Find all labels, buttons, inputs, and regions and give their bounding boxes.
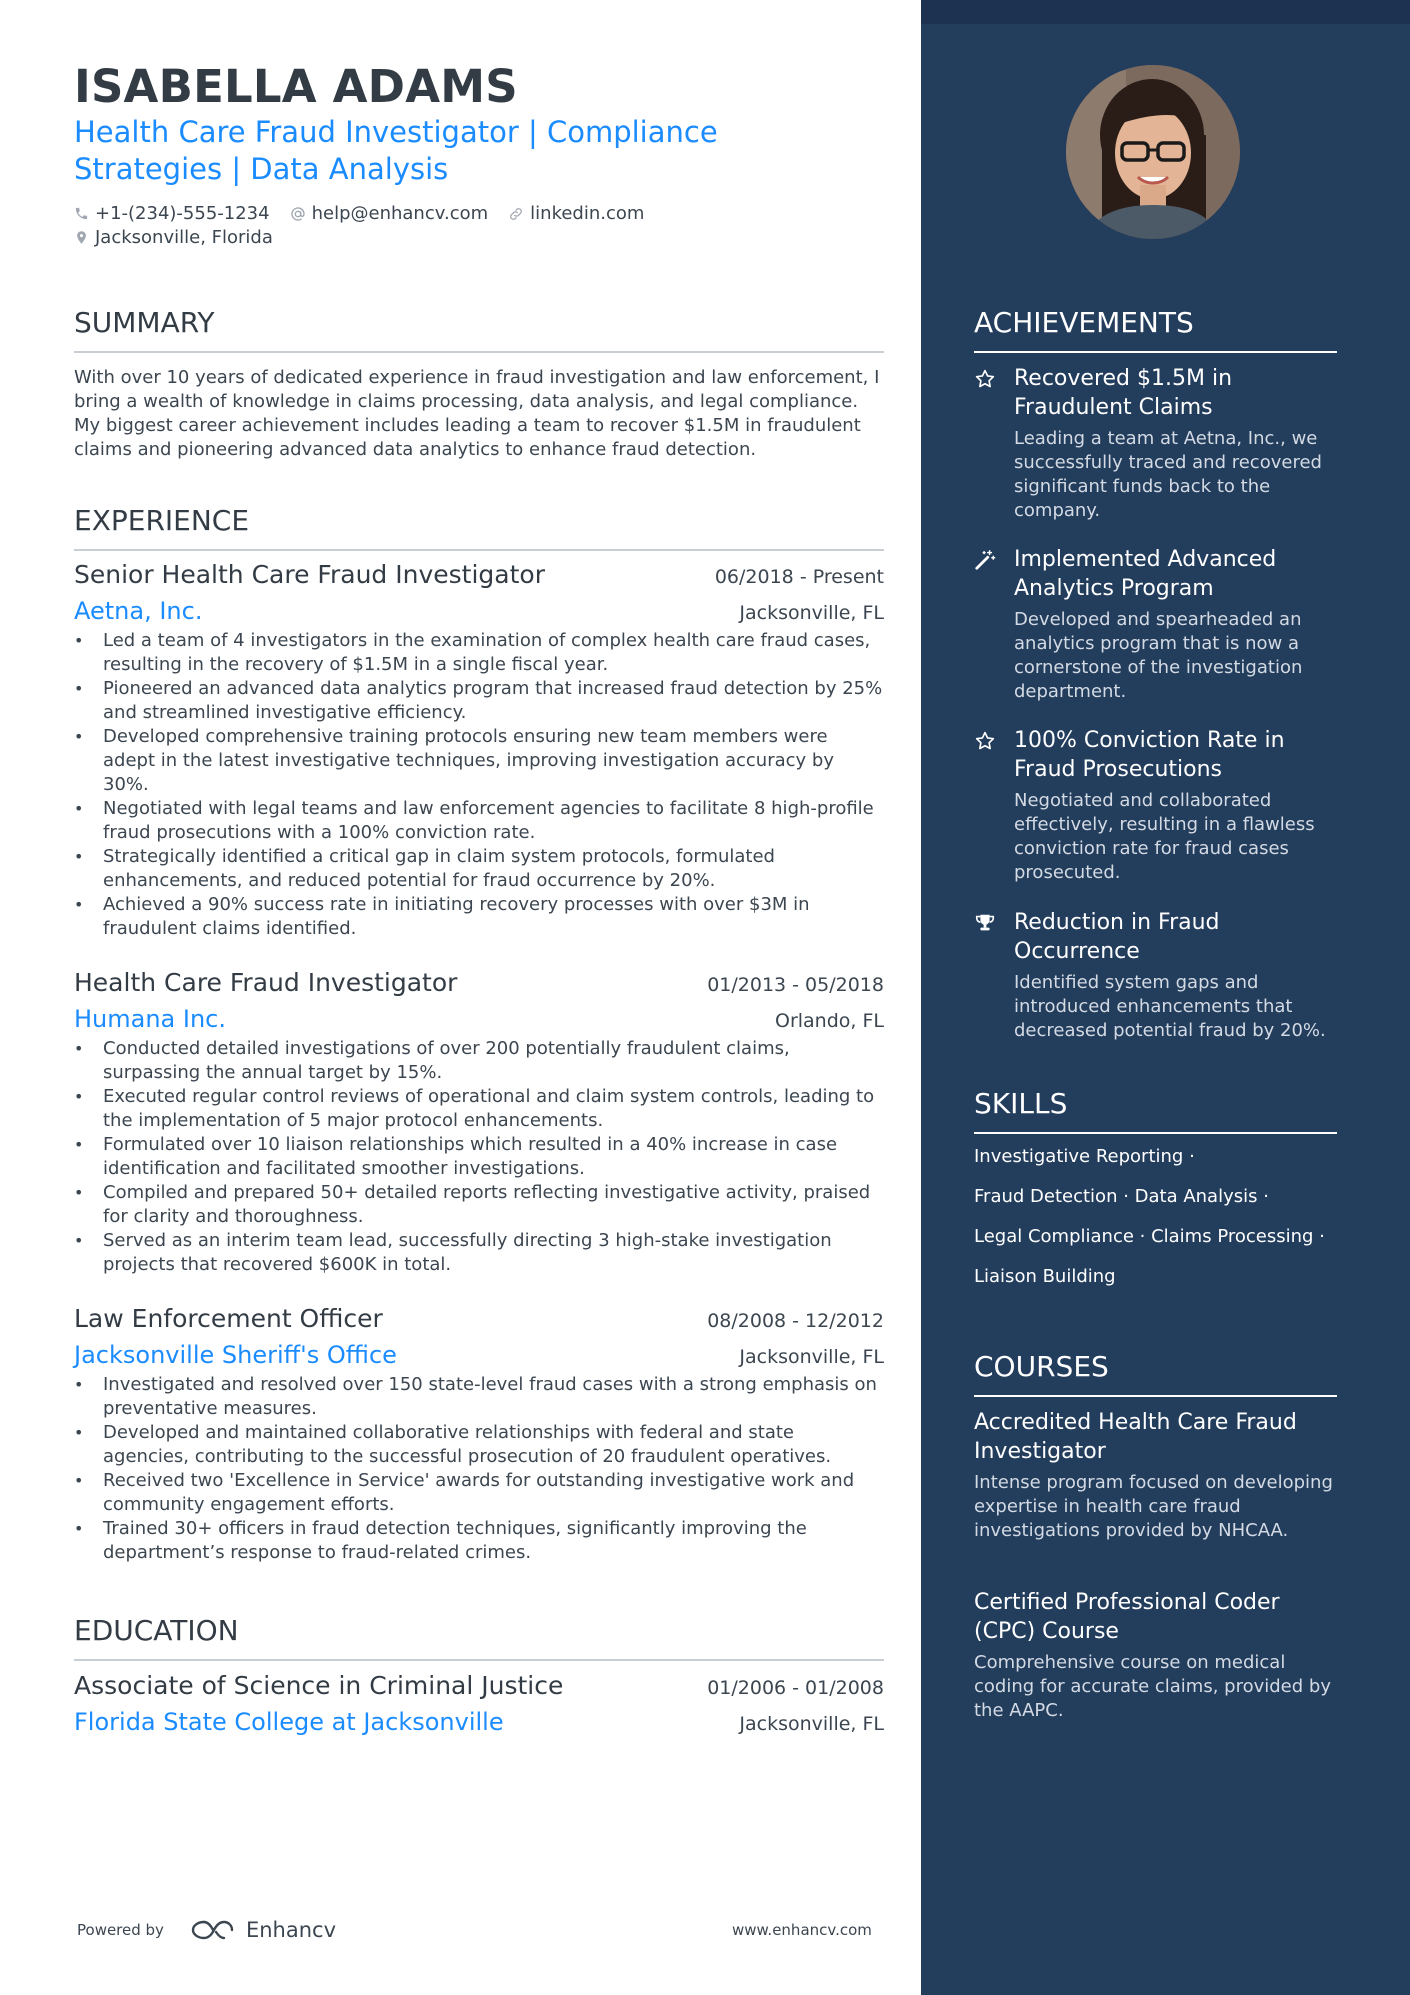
- bullet: • Executed regular control reviews of operational and claim system controls, leading to the implementation of 5 major protocol enhancements.: [74, 1085, 884, 1133]
- bullet: • Received two 'Excellence in Service' awards for outstanding investigative work and community engagement efforts.: [74, 1469, 884, 1517]
- magic-wand-icon: [974, 549, 996, 571]
- headline-line-2: Strategies | Data Analysis: [74, 152, 449, 186]
- job-bullets: [74, 629, 884, 941]
- skills-line: Legal Compliance · Claims Processing ·: [974, 1226, 1325, 1247]
- location-pin-icon: [74, 229, 89, 246]
- footer-powered-by: [77, 1918, 336, 1942]
- skills-line: Liaison Building: [974, 1266, 1116, 1287]
- achievements-title: ACHIEVEMENTS: [974, 306, 1337, 353]
- job-bullets: [74, 1373, 884, 1565]
- job-bullets: [74, 1037, 884, 1277]
- location: [74, 227, 273, 248]
- email[interactable]: [290, 203, 489, 224]
- job-title: Health Care Fraud Investigator: [74, 968, 458, 997]
- headline-line-1: Health Care Fraud Investigator | Compliance: [74, 115, 718, 149]
- company-name[interactable]: Jacksonville Sheriff's Office: [74, 1341, 397, 1369]
- job-entry-3: [74, 1304, 884, 1565]
- skills-title: SKILLS: [974, 1087, 1337, 1134]
- email-text: help@enhancv.com: [311, 203, 489, 224]
- bullet: • Pioneered an advanced data analytics program that increased fraud detection by 25% and streamlined investigative efficiency.: [74, 677, 884, 725]
- trophy-icon: [974, 912, 996, 934]
- bullet: • Investigated and resolved over 150 state-level fraud cases with a strong emphasis on preventative measures.: [74, 1373, 884, 1421]
- linkedin[interactable]: [508, 203, 644, 224]
- school-name[interactable]: Florida State College at Jacksonville: [74, 1708, 504, 1736]
- job-location: Jacksonville, FL: [739, 602, 884, 624]
- enhancv-logo-icon: [190, 1918, 236, 1942]
- star-icon: [974, 368, 996, 390]
- sidebar-top-strip: [921, 0, 1410, 24]
- at-icon: [290, 206, 306, 222]
- location-row: [74, 227, 293, 248]
- avatar-illustration: [1066, 65, 1240, 239]
- bullet: • Formulated over 10 liaison relationships which resulted in a 40% increase in case identification and facilitated smoother investigations.: [74, 1133, 884, 1181]
- job-entry-1: [74, 560, 884, 941]
- job-date: 08/2008 - 12/2012: [707, 1310, 884, 1332]
- achievement-title: 100% Conviction Rate in Fraud Prosecutions: [1014, 728, 1285, 782]
- job-date: 01/2013 - 05/2018: [707, 974, 884, 996]
- job-date: 06/2018 - Present: [714, 566, 884, 588]
- achievement-item: [974, 364, 1346, 523]
- achievement-desc: Developed and spearheaded an analytics program that is now a cornerstone of the investigation department.: [1014, 609, 1303, 702]
- bullet: • Served as an interim team lead, successfully directing 3 high-stake investigation projects that recovered $600K in total.: [74, 1229, 884, 1277]
- course-desc: Intense program focused on developing expertise in health care fraud investigations provided by NHCAA.: [974, 1472, 1333, 1541]
- skills-line: Investigative Reporting ·: [974, 1146, 1195, 1167]
- bullet: • Trained 30+ officers in fraud detection techniques, significantly improving the department’s response to fraud-related crimes.: [74, 1517, 884, 1565]
- company-name[interactable]: Humana Inc.: [74, 1005, 227, 1033]
- job-location: Jacksonville, FL: [739, 1346, 884, 1368]
- skills-line: Fraud Detection · Data Analysis ·: [974, 1186, 1269, 1207]
- bullet: • Developed and maintained collaborative relationships with federal and state agencies, contributing to the successful prosecution of 20 fraudulent operatives.: [74, 1421, 884, 1469]
- bullet: • Led a team of 4 investigators in the examination of complex health care fraud cases, resulting in the recovery of $1.5M in a single fiscal year.: [74, 629, 884, 677]
- brand-name[interactable]: Enhancv: [245, 1918, 336, 1942]
- location-text: Jacksonville, Florida: [95, 227, 273, 248]
- achievement-item: [974, 726, 1346, 885]
- headline: [74, 114, 754, 188]
- phone-icon: [74, 206, 89, 221]
- courses-title: COURSES: [974, 1350, 1337, 1397]
- education-location: Jacksonville, FL: [739, 1713, 884, 1735]
- link-icon: [508, 206, 524, 222]
- powered-by-text: Powered by: [77, 1921, 164, 1939]
- linkedin-text: linkedin.com: [530, 203, 645, 224]
- job-entry-2: [74, 968, 884, 1277]
- company-name[interactable]: Aetna, Inc.: [74, 597, 203, 625]
- education-title: EDUCATION: [74, 1614, 884, 1661]
- education-date: 01/2006 - 01/2008: [707, 1677, 884, 1699]
- bullet: • Negotiated with legal teams and law enforcement agencies to facilitate 8 high-profile fraud prosecutions with a 100% conviction rate.: [74, 797, 884, 845]
- phone[interactable]: [74, 203, 270, 224]
- achievement-title: Recovered $1.5M in Fraudulent Claims: [1014, 366, 1233, 420]
- profile-photo: [1066, 65, 1240, 239]
- achievement-title: Implemented Advanced Analytics Program: [1014, 547, 1277, 601]
- bullet: • Compiled and prepared 50+ detailed reports reflecting investigative activity, praised for clarity and thoroughness.: [74, 1181, 884, 1229]
- bullet: • Conducted detailed investigations of over 200 potentially fraudulent claims, surpassing the annual target by 15%.: [74, 1037, 884, 1085]
- achievement-desc: Leading a team at Aetna, Inc., we successfully traced and recovered significant funds back to the company.: [1014, 428, 1322, 521]
- job-title: Senior Health Care Fraud Investigator: [74, 560, 545, 589]
- degree: Associate of Science in Criminal Justice: [74, 1671, 564, 1700]
- achievement-desc: Identified system gaps and introduced enhancements that decreased potential fraud by 20%.: [1014, 972, 1326, 1041]
- phone-text: +1-(234)-555-1234: [95, 203, 270, 224]
- bullet: • Achieved a 90% success rate in initiating recovery processes with over $3M in fraudulent claims identified.: [74, 893, 884, 941]
- education-entry: [74, 1671, 884, 1736]
- job-title: Law Enforcement Officer: [74, 1304, 383, 1333]
- course-item: [974, 1408, 1346, 1543]
- contact-row: [74, 203, 664, 224]
- experience-title: EXPERIENCE: [74, 504, 884, 551]
- candidate-name: ISABELLA ADAMS: [74, 60, 518, 113]
- course-title: Accredited Health Care Fraud Investigator: [974, 1410, 1297, 1464]
- summary-title: SUMMARY: [74, 306, 884, 353]
- skills-list: [974, 1146, 1354, 1306]
- achievement-desc: Negotiated and collaborated effectively, resulting in a flawless conviction rate for fraud cases prosecuted.: [1014, 790, 1315, 883]
- achievement-item: [974, 908, 1346, 1043]
- website-link[interactable]: www.enhancv.com: [732, 1921, 872, 1939]
- bullet: • Strategically identified a critical gap in claim system protocols, formulated enhancements, and reduced potential for fraud occurrence by 20%.: [74, 845, 884, 893]
- bullet: • Developed comprehensive training protocols ensuring new team members were adept in the latest investigative techniques, improving investigation accuracy by 30%.: [74, 725, 884, 797]
- summary-text: With over 10 years of dedicated experience in fraud investigation and law enforcement, I bring a wealth of knowledge in claims processing, data analysis, and legal compliance. My biggest career achievement includes leading a team to recover $1.5M in fraudulent claims and pioneering advanced data analytics to enhance fraud detection.: [74, 367, 880, 460]
- achievement-title: Reduction in Fraud Occurrence: [1014, 910, 1220, 964]
- course-item: [974, 1588, 1346, 1723]
- achievement-item: [974, 545, 1346, 704]
- star-icon: [974, 730, 996, 752]
- course-title: Certified Professional Coder (CPC) Course: [974, 1590, 1280, 1644]
- job-location: Orlando, FL: [774, 1010, 884, 1032]
- course-desc: Comprehensive course on medical coding for accurate claims, provided by the AAPC.: [974, 1652, 1331, 1721]
